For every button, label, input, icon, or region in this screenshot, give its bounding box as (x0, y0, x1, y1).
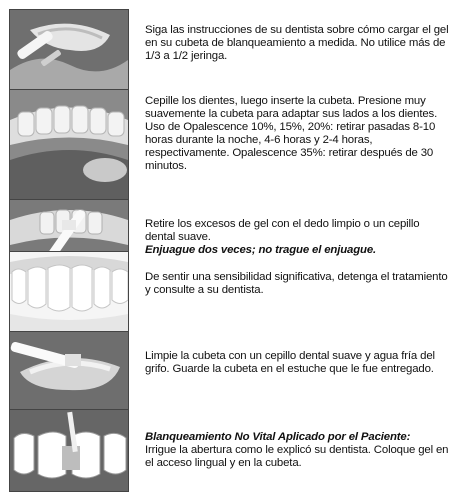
step-6-text (145, 431, 450, 470)
step-6-photo (9, 409, 129, 492)
step-6-heading: Blanqueamiento No Vital Aplicado por el Paciente: (145, 431, 411, 443)
step-6-instruction: Irrigue la abertura como le explicó su dentista. Coloque gel en el acceso lingual y en la cubeta. (145, 444, 449, 469)
step-1-photo (9, 9, 129, 90)
irrigation-illustration (10, 410, 128, 491)
step-5-text (145, 350, 450, 376)
step-2-photo (9, 89, 129, 200)
step-2-instruction: Cepille los dientes, luego inserte la cubeta. Presione muy suavemente la cubeta para adaptar sus lados a los dientes. Uso de Opalescence 10%, 15%, 20%: retirar pasadas 8-10 horas durante la noche, 4-6 horas y 2-4 horas, respectivamente. Opalescence 35%: retirar después de 30 minutos. (145, 95, 438, 172)
insert-tray-illustration (10, 90, 128, 199)
white-teeth-illustration (10, 252, 128, 331)
step-4-instruction: De sentir una sensibilidad significativa, detenga el tratamiento y consulte a su dentista. (145, 271, 448, 296)
step-1-text (145, 24, 450, 63)
step-3-text (145, 218, 450, 257)
step-3-warning: Enjuague dos veces; no trague el enjuague. (145, 244, 377, 256)
step-4-text (145, 271, 450, 297)
step-2-text (145, 95, 450, 173)
step-4-photo (9, 251, 129, 332)
step-5-instruction: Limpie la cubeta con un cepillo dental suave y agua fría del grifo. Guarde la cubeta en el estuche que le fue entregado. (145, 350, 435, 375)
step-1-instruction: Siga las instrucciones de su dentista sobre cómo cargar el gel en su cubeta de blanqueamiento a medida. No utilice más de 1/3 a 1/2 jeringa. (145, 24, 449, 62)
step-5-photo (9, 331, 129, 410)
step-3-instruction: Retire los excesos de gel con el dedo limpio o un cepillo dental suave. (145, 218, 420, 243)
syringe-tray-illustration (10, 10, 128, 89)
clean-tray-illustration (10, 332, 128, 409)
